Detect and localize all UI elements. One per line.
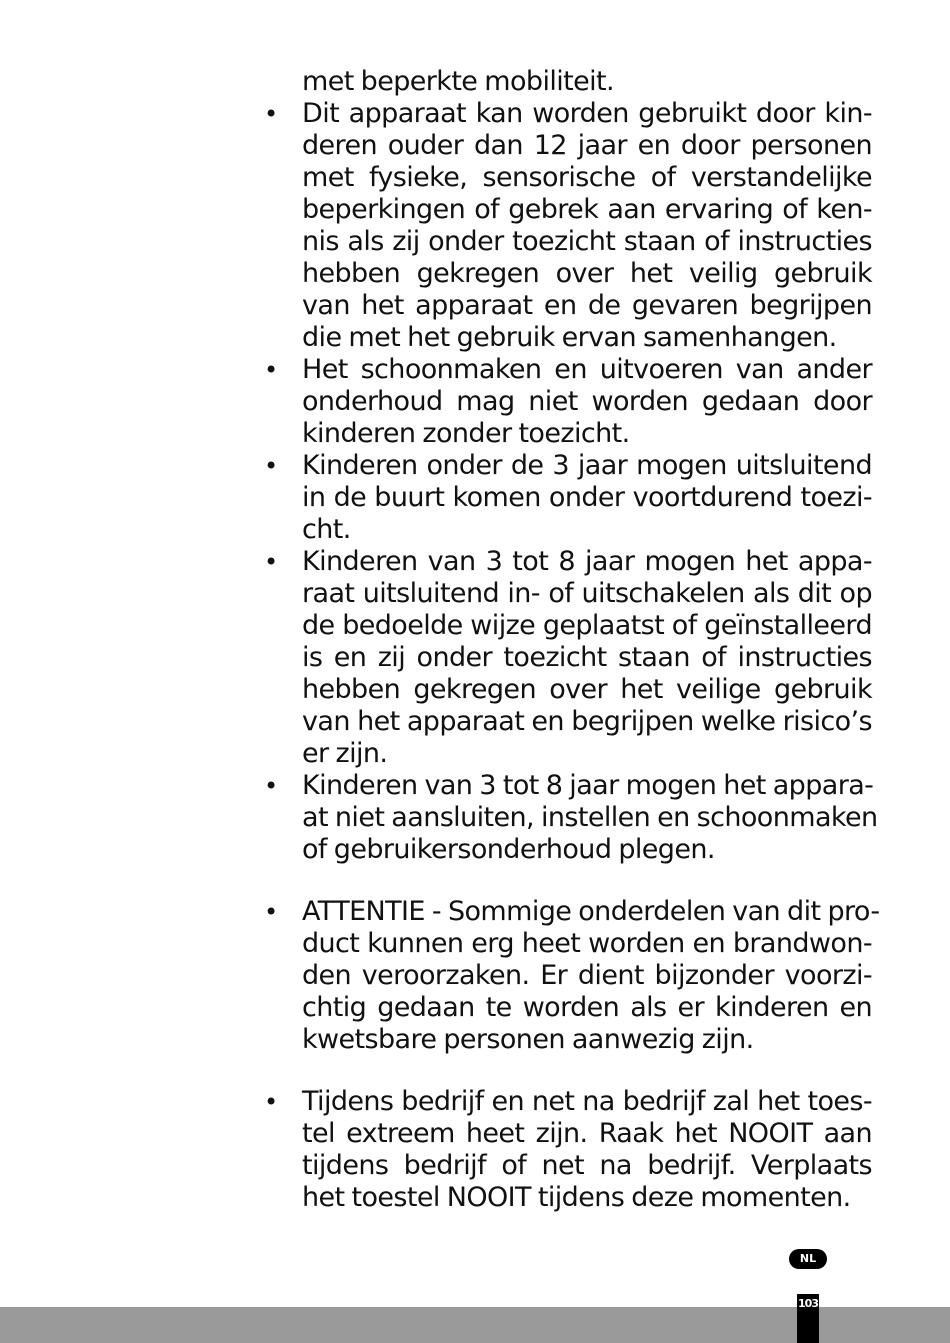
bullet-icon: • (264, 100, 278, 128)
paragraph-gap (260, 1056, 872, 1086)
language-badge: NL (789, 1249, 827, 1269)
bullet-icon: • (264, 772, 278, 800)
bullet-icon: • (264, 548, 278, 576)
bullet-icon: • (264, 356, 278, 384)
bullet-icon: • (264, 452, 278, 480)
list-item: • Dit apparaat kan worden gebruikt door kin- deren ouder dan 12 jaar en door personen met fysieke, sensorische of verstandelijke beperkingen of gebrek aan ervaring of ken- nis als zij onder toezicht staan of instructies hebben gekregen over het veilig gebruik van het apparaat en de gevaren begrijpen die met het gebruik ervan samenhangen. (264, 98, 872, 353)
page-number: 103 (797, 1294, 819, 1343)
instruction-text (260, 66, 880, 1214)
bullet-icon: • (264, 1088, 278, 1116)
bullet-icon: • (264, 898, 278, 926)
list-item: • Het schoonmaken en uitvoeren van ander onderhoud mag niet worden gedaan door kinderen zonder toezicht. (264, 354, 872, 449)
list-item: • Kinderen van 3 tot 8 jaar mogen het appara- at niet aansluiten, instellen en schoonmaken of gebruikersonderhoud plegen. (264, 770, 878, 865)
paragraph-gap (260, 866, 872, 896)
continuation-line: met beperkte mobiliteit. (302, 66, 615, 97)
list-item: • Kinderen onder de 3 jaar mogen uitsluitend in de buurt komen onder voortdurend toezi- cht. (264, 450, 872, 545)
list-item: • Tijdens bedrijf en net na bedrijf zal het toes- tel extreem heet zijn. Raak het NOOIT aan tijdens bedrijf of net na bedrijf. Verplaats het toestel NOOIT tijdens deze momenten. (264, 1086, 872, 1213)
list-item: • Kinderen van 3 tot 8 jaar mogen het appa- raat uitsluitend in- of uitschakelen als dit op de bedoelde wijze geplaatst of geïnstalleerd is en zij onder toezicht staan of instructies hebben gekregen over het veilige gebruik van het apparaat en begrijpen welke risico’s er zijn. (264, 546, 872, 769)
list-item: • ATTENTIE - Sommige onderdelen van dit pro- duct kunnen erg heet worden en brandwon- den veroorzaken. Er dient bijzonder voorzi- chtig gedaan te worden als er kinderen en kwetsbare personen aanwezig zijn. (264, 896, 880, 1055)
